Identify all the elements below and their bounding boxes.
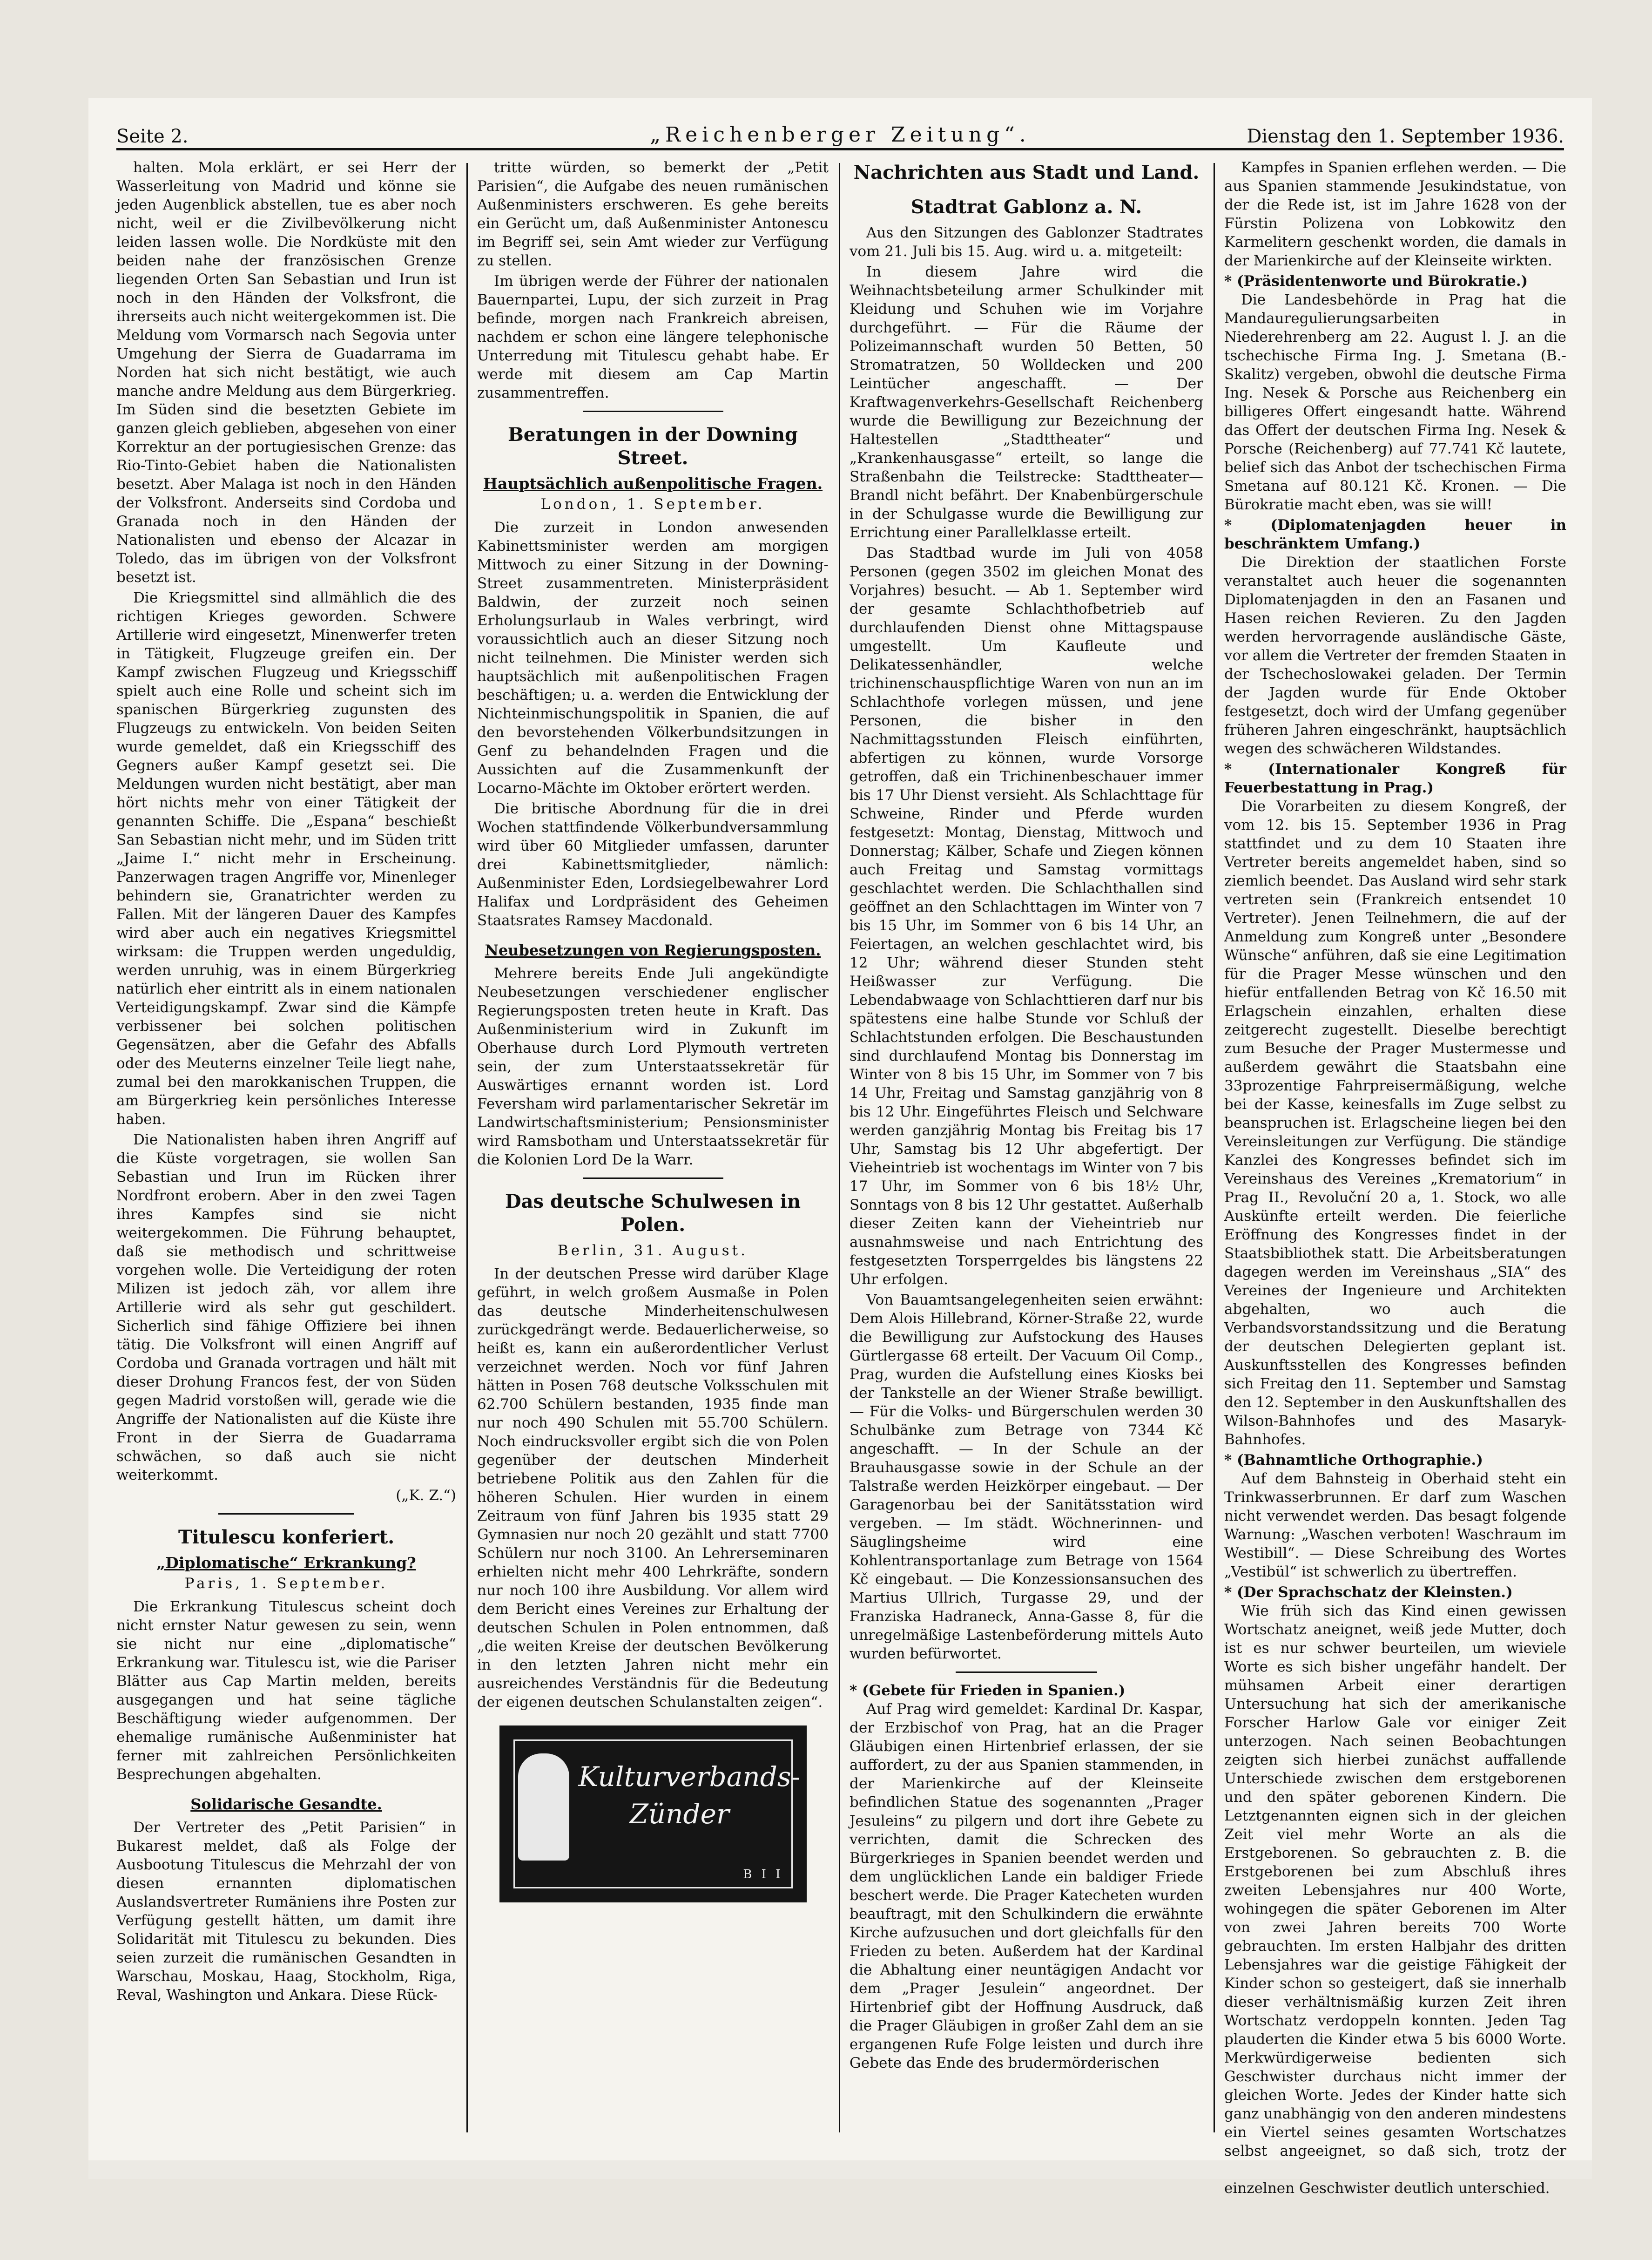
- issue-date: Dienstag den 1. September 1936.: [1247, 126, 1564, 147]
- dateline: Paris, 1. September.: [184, 1575, 388, 1592]
- item-heading: * (Präsidentenworte und Bürokratie.): [1224, 273, 1528, 290]
- article-paragraph: Wie früh sich das Kind einen gewissen Wortschatz aneignet, weiß jede Mutter, doch ist es nur schwer beurteilen, um wieviele Worte es sich bisher ungefähr handelt. Der mühsamen Arbeit einer derartigen Untersuchung hat sich der amerikanische Forscher Harlow Gale vor einiger Zeit unterzogen. Nach seinen Beobachtungen zeigten sich hierbei zunächst auffallende Unterschiede zwischen dem erstgeborenen und den später geborenen Kindern. Die Letztgenannten eignen sich in der gleichen Zeit viel mehr Worte an als die Erstgeborenen. So gebrauchten z. B. die Erstgeborenen bei zum Abschluß ihres zweiten Lebensjahres nur 400 Worte, wohingegen die später Geborenen im Alter von zwei Jahren bereits 700 Worte gebrauchten. Im ersten Halbjahr des dritten Lebensjahres war die geistige Fähigkeit der Kinder schon so gesteigert, daß sie innerhalb dieser verhältnismäßig kurzen Zeit ihren Wortschatz verdoppeln konnten. Jeden Tag plauderten die Kinder etwa 5 bis 6000 Worte. Merkwürdigerweise bedienten sich Geschwister durchaus nicht immer der gleichen Worte. Jedes der Kinder hatte sich ganz unabhängig von den anderen mindestens ein Viertel seines gesamten Wortschatzes selbst angeeignet, so daß sich, trotz der einzelnen Geschwister deutlich unterschied.: [1224, 1603, 1566, 2197]
- headline-gesandte: Solidarische Gesandte.: [190, 1795, 382, 1813]
- article-paragraph: halten. Mola erklärt, er sei Herr der Wasserleitung von Madrid und könne sie jeden Augenblick abstellen, tue es aber noch nicht, weil er die Zivilbevölkerung nicht leiden lassen wolle. Die Nordküste mit den beiden nahe der französischen Grenze liegenden Orten San Sebastian und Irun ist noch in den Händen der Volksfront, die ihrerseits auch nicht weitergekommen ist. Die Meldung vom Vormarsch nach Segovia unter Umgehung der Sierra de Guadarrama im Norden hat sich nicht bestätigt, wie auch manche andre Meldung aus dem Bürgerkrieg. Im Süden sind die besetzten Gebiete im ganzen gleich geblieben, abgesehen von einer Korrektur an der portugiesischen Grenze: das Rio-Tinto-Gebiet haben die Nationalisten besetzt. Aber Malaga ist noch in den Händen der Volksfront. Anderseits sind Cordoba und Granada noch in den Händen der Nationalisten und ebenso der Alcazar in Toledo, das im übrigen von der Volksfront besetzt ist.: [116, 159, 456, 586]
- article-paragraph: tritte würden, so bemerkt der „Petit Parisien“, die Aufgabe des neuen rumänischen Außenministers erschweren. Es gehe bereits ein Gerücht um, daß Außenminister Antonescu im Begriff sei, sein Amt wieder zur Verfügung zu stellen.: [477, 159, 829, 269]
- article-paragraph: Der Vertreter des „Petit Parisien“ in Bukarest meldet, daß als Folge der Ausbootung Titulescus die Mehrzahl der von diesen ernannten diplomatischen Auslandsvertreter Rumäniens ihre Posten zur Verfügung gestellt hätten, um damit ihre Solidarität mit Titulescu zu bekunden. Dies seien zurzeit die rumänischen Gesandten in Warschau, Moskau, Haag, Stockholm, Riga, Reval, Washington und Ankara. Diese Rück-: [116, 1819, 456, 2003]
- headline-downing-street: Beratungen in der Downing Street.: [507, 424, 798, 469]
- article-paragraph: Die Erkrankung Titulescus scheint doch nicht ernster Natur gewesen zu sein, wenn sie nicht nur eine „diplomatische“ Erkrankung war. Titulescu ist, wie die Pariser Blätter aus Cap Martin melden, bereits ausgegangen und hat seine tägliche Beschäftigung wieder aufgenommen. Der ehemalige rumänische Außenminister hat ferner mit zahlreichen Persönlichkeiten Besprechungen abgehalten.: [116, 1598, 456, 1783]
- ad-mark: B I I: [743, 1868, 783, 1881]
- section-heading: Nachrichten aus Stadt und Land.: [853, 162, 1200, 183]
- article-paragraph: Kampfes in Spanien erflehen werden. — Die aus Spanien stammende Jesukindstatue, von der die Rede ist, ist im Jahre 1628 von der Fürstin Polizena von Lobkowitz den Karmelitern geschenkt worden, die damals in der Marienkirche auf der Kleinseite wirkten.: [1224, 159, 1566, 269]
- headline-schulwesen-polen: Das deutsche Schulwesen in Polen.: [505, 1191, 801, 1236]
- newspaper-title: „Reichenberger Zeitung“.: [650, 123, 1031, 147]
- article-paragraph: Die britische Abordnung für die in drei Wochen stattfindende Völkerbundversammlung wird über 60 Mitglieder umfassen, darunter drei Kabinettsmitglieder, nämlich: Außenminister Eden, Lordsiegelbewahrer Lord Halifax und Lordpräsident des Geheimen Staatsrates Ramsey Macdonald.: [477, 800, 829, 929]
- headline-regierungsposten: Neubesetzungen von Regierungsposten.: [485, 941, 821, 959]
- column-4: [1224, 158, 1566, 2197]
- article-paragraph: In diesem Jahre wird die Weihnachtsbeteilung armer Schulkinder mit Kleidung und Schuhen wie im Vorjahre durchgeführt. — Für die Räume der Polizeimannschaft wurden 50 Betten, 50 Stromatratzen, 50 Wolldecken und 200 Leintücher angeschafft. — Der Kraftwagenverkehrs-Gesellschaft Reichenberg wurde die Bewilligung zur Bezeichnung der Haltestellen „Stadttheater“ und „Krankenhausgasse“ erteilt, so lange die Straßenbahn die Teilstrecke: Stadttheater—Brandl nicht befährt. Der Knabenbürgerschule in der Schulgasse wurde die Bewilligung zur Errichtung einer Parallelklasse erteilt.: [850, 264, 1203, 541]
- item-heading: * (Bahnamtliche Orthographie.): [1224, 1452, 1483, 1468]
- article-paragraph: Die zurzeit in London anwesenden Kabinettsminister werden am morgigen Mittwoch zu einer Sitzung in der Downing-Street zusammentreten. Ministerpräsident Baldwin, der zurzeit noch seinen Erholungsurlaub in Wales verbringt, wird voraussichtlich auch an dieser Sitzung noch nicht teilnehmen. Die Minister werden sich hauptsächlich mit außenpolitischen Fragen beschäftigen; u. a. werden die Entwicklung der Nichteinmischungspolitik in Spanien, die auf den bevorstehenden Völkerbundsitzungen in Genf zu behandelnden Fragen und die Aussichten auf die Zusammenkunft der Locarno-Mächte im Oktober erörtert werden.: [477, 519, 829, 797]
- column-1: [116, 158, 456, 2142]
- article-paragraph: Die Direktion der staatlichen Forste veranstaltet auch heuer die sogenannten Diplomatenjagden in den an Fasanen und Hasen reichen Revieren. Zu den Jagden werden hervorragende ausländische Gäste, vor allem die Vertreter der fremden Staaten in der Tschechoslowakei geladen. Der Termin der Jagden wurde für Ende Oktober festgesetzt, doch wird der Umfang gegenüber früheren Jahren eingeschränkt, hauptsächlich wegen des schwächeren Wildstandes.: [1224, 554, 1566, 757]
- article-paragraph: Mehrere bereits Ende Juli angekündigte Neubesetzungen verschiedener englischer Regierungsposten treten heute in Kraft. Das Außenministerium wird in Zukunft im Oberhause durch Lord Plymouth vertreten sein, der zum Unterstaatssekretär für Auswärtiges ernannt worden ist. Lord Feversham wird parlamentarischer Sekretär im Landwirtschaftsministerium; Pensionsminister wird Ramsbotham und Unterstaatssekretär für die Kolonien Lord De la Warr.: [477, 965, 829, 1168]
- page-number: Seite 2.: [116, 126, 189, 147]
- column-2: [477, 158, 829, 2142]
- headline-titulescu: Titulescu konferiert.: [178, 1526, 395, 1548]
- divider: [956, 1671, 1097, 1673]
- figure-illustration-icon: [518, 1753, 569, 1861]
- source-signature: („K. Z.“): [396, 1487, 456, 1504]
- article-paragraph: Auf Prag wird gemeldet: Kardinal Dr. Kaspar, der Erzbischof von Prag, hat an die Prager Gläubigen einen Hirtenbrief erlassen, der sie auffordert, zu der aus Spanien stammenden, in der Marienkirche auf der Kleinseite befindlichen Statue des sogenannten „Prager Jesuleins“ zu pilgern und dort ihre Gebete zu verrichten, damit die Schrecken des Bürgerkrieges in Spanien beendet werden und dem unglücklichen Lande ein baldiger Friede beschert werde. Die Prager Katecheten wurden beauftragt, mit den Schulkindern die erwähnte Kirche aufzusuchen und dort gleichfalls für den Frieden zu beten. Außerdem hat der Kardinal die Abhaltung einer neuntägigen Andacht vor dem „Prager Jesulein“ angeordnet. Der Hirtenbrief gibt der Hoffnung Ausdruck, daß die Prager Gläubigen in großer Zahl dem an sie ergangenen Rufe Folge leisten und durch ihre Gebete das Ende des brudermörderischen: [850, 1701, 1203, 2071]
- column-separator: [839, 163, 840, 2132]
- divider: [583, 1177, 723, 1179]
- ad-text: Kulturverbands-: [578, 1761, 801, 1793]
- dateline: London, 1. September.: [540, 496, 765, 513]
- newspaper-page: [88, 98, 1592, 2197]
- divider: [218, 1513, 354, 1515]
- article-paragraph: Die Landesbehörde in Prag hat die Mandauregulierungsarbeiten in Niederehrenberg am 22. August l. J. an die tschechische Firma Ing. J. Smetana (B.-Skalitz) vergeben, obwohl die deutsche Firma Ing. Nesek & Porsche aus Reichenberg ein billigeres Offert eingesandt hatte. Während das Offert der deutschen Firma Ing. Nesek & Porsche (Reichenberg) auf 77.741 Kč lautete, belief sich das Anbot der tschechischen Firma Smetana auf 80.121 Kč. Kronen. — Die Bürokratie macht eben, was sie will!: [1224, 291, 1566, 513]
- article-paragraph: Die Vorarbeiten zu diesem Kongreß, der vom 12. bis 15. September 1936 in Prag stattfindet und zu dem 10 Staaten ihre Vertreter bereits angemeldet haben, sind so ziemlich beendet. Das Ausland wird sehr stark vertreten sein (Frankreich entsendet 10 Vertreter). Jenen Teilnehmern, die auf der Anmeldung zum Kongreß unter „Besondere Wünsche“ anführen, daß sie eine Legitimation für die Prager Messe wünschen und den hiefür entfallenden Betrag von Kč 16.50 mit Erlagschein einzahlen, erhalten diese zeitgerecht zugestellt. Dieselbe berechtigt zum Besuche der Prager Mustermesse und außerdem gewährt die Staatsbahn eine 33prozentige Fahrpreisermäßigung, welche bei der Kasse, keinesfalls im Zuge selbst zu beanspruchen ist. Erlagscheine liegen bei den Vereinsleitungen zur Verfügung. Die ständige Kanzlei des Kongresses befindet sich im Vereinshaus des Vereines „Krematorium“ in Prag II., Revoluční 20 a, 1. Stock, wo alle Auskünfte erteilt werden. Die feierliche Eröffnung des Kongresses findet in der Staatsbibliothek statt. Die Arbeitsberatungen dagegen werden im Vereinshaus „SIA“ des Vereines der Ingenieure und Architekten abgehalten, wo auch die Verbandsvorstandssitzung und die Beratung der deutschen Delegierten geplant ist. Auskunftsstellen des Kongresses befinden sich Freitag den 11. September und Samstag den 12. September in den Auskunftshallen des Wilson-Bahnhofes und des Masaryk-Bahnhofes.: [1224, 798, 1566, 1448]
- subheadline: Hauptsächlich außenpolitische Fragen.: [483, 474, 823, 493]
- item-heading: * (Internationaler Kongreß für Feuerbestattung in Prag.): [1224, 761, 1566, 796]
- dateline: Berlin, 31. August.: [558, 1242, 748, 1259]
- article-paragraph: Aus den Sitzungen des Gablonzer Stadtrates vom 21. Juli bis 15. Aug. wird u. a. mitgeteilt:: [850, 224, 1203, 260]
- article-paragraph: Im übrigen werde der Führer der nationalen Bauernpartei, Lupu, der sich zurzeit in Prag befinde, morgen nach Frankreich abreisen, nachdem er schon eine längere telephonische Unterredung mit Titulescu gehabt habe. Er werde mit diesem am Cap Martin zusammentreffen.: [477, 273, 829, 401]
- article-paragraph: Die Nationalisten haben ihren Angriff auf die Küste vorgetragen, sie wollen San Sebastian und Irun im Rücken ihrer Nordfront erobern. Aber in den zwei Tagen ihres Kampfes sind sie nicht weitergekommen. Die Führung behauptet, daß sie methodisch und schrittweise vorgehen wolle. Die Verteidigung der roten Milizen ist jedoch zäh, vor allem ihre Artillerie wird als sehr gut geschildert. Sicherlich sind fähige Offiziere bei ihnen tätig. Die Volksfront will einen Angriff auf Cordoba und Granada vortragen und hält mit dieser Drohung Francos fest, der von Süden gegen Madrid vorstoßen will, gerade wie die Angriffe der Nationalisten auf die Küste ihre Front in der Sierra de Guadarrama schwächen, so daß auch sie nicht weiterkommt.: [116, 1131, 456, 1483]
- column-separator: [1214, 163, 1215, 2132]
- item-heading: * (Der Sprachschatz der Kleinsten.): [1224, 1584, 1513, 1601]
- header-rule: [116, 148, 1564, 150]
- ad-text: Zünder: [629, 1798, 729, 1830]
- item-heading: * (Diplomatenjagden heuer in beschränktem Umfang.): [1224, 517, 1566, 552]
- article-paragraph: In der deutschen Presse wird darüber Klage geführt, in welch großem Ausmaße in Polen das deutsche Minderheitenschulwesen zurückgedrängt werde. Bedauerlicherweise, so heißt es, kann ein außerordentlicher Verlust verzeichnet werden. Noch vor fünf Jahren hätten in Posen 768 deutsche Volksschulen mit 62.700 Schülern bestanden, 1935 finde man nur noch 490 Schulen mit 55.700 Schülern. Noch eindrucksvoller ergibt sich die von Polen gegenüber der deutschen Minderheit betriebene Politik aus den Zahlen für die höheren Schulen. Hier wurden in einem Zeitraum von fünf Jahren bis 1935 statt 29 Gymnasien nur noch 20 gezählt und statt 7700 Schülern nur noch 3100. An Lehrerseminaren erhielten nicht mehr 400 Lehrkräfte, sondern nur noch 100 ihre Ausbildung. Vor allem wird dem Bericht eines Vereines zur Erhaltung der deutschen Schulen in Polen entnommen, daß „die weiten Kreise der deutschen Bevölkerung in den letzten Jahren nicht mehr ein ausreichendes Verständnis für die Bedeutung der eigenen deutschen Schulanstalten zeigen“.: [477, 1265, 829, 1711]
- article-paragraph: Das Stadtbad wurde im Juli von 4058 Personen (gegen 3502 im gleichen Monat des Vorjahres) besucht. — Ab 1. September wird der gesamte Schlachthofbetrieb auf durchlaufenden Dienst ohne Mittagspause umgestellt. Um Kaufleute und Delikatessenhändler, welche trichinenschauspflichtige Waren von nun an im Schlachthofe vorlegen müssen, und jene Personen, die bisher in den Nachmittagsstunden Fleisch einführten, abfertigen zu können, wurde Vorsorge getroffen, daß ein Trichinenbeschauer immer bis 17 Uhr Dienst versieht. Als Schlachttage für Schweine, Rinder und Pferde wurden festgesetzt: Montag, Dienstag, Mittwoch und Donnerstag; Kälber, Schafe und Ziegen können auch Freitag und Samstag vormittags geschlachtet werden. Die Schlachthallen sind geöffnet an den Schlachttagen im Winter von 7 bis 15 Uhr, im Sommer von 6 bis 14 Uhr, an Feiertagen, an welchen geschlachtet wird, bis 12 Uhr; während dieser Stunden steht Heißwasser zur Verfügung. Die Lebendabwaage von Schlachttieren darf nur bis spätestens eine halbe Stunde vor Schluß der Schlachtstunden erfolgen. Die Beschaustunden sind durchlaufend Montag bis Donnerstag im Winter von 8 bis 15 Uhr, im Sommer von 7 bis 14 Uhr, Freitag und Samstag ganzjährig von 8 bis 12 Uhr. Eingeführtes Fleisch und Selchware werden ganzjährig Montag bis Freitag bis 17 Uhr, Samstag bis 12 Uhr abgefertigt. Der Vieheintrieb ist wochentags im Winter von 7 bis 17 Uhr, im Sommer von 6 bis 18½ Uhr, Sonntags von 8 bis 12 Uhr gestattet. Außerhalb dieser Zeiten kann der Vieheintrieb nur ausnahmsweise und nach Entrichtung des festgesetzten Torsperrgeldes bis längstens 22 Uhr erfolgen.: [850, 545, 1203, 1288]
- article-paragraph: Von Bauamtsangelegenheiten seien erwähnt: Dem Alois Hillebrand, Körner-Straße 22, wurde die Bewilligung zur Aufstockung des Hauses Gürtlergasse 68 erteilt. Der Vacuum Oil Comp., Prag, wurden die Aufstellung eines Kiosks bei der Tankstelle an der Wiener Straße bewilligt. — Für die Volks- und Bürgerschulen werden 30 Schulbänke zum Betrage von 7344 Kč angeschafft. — In der Schule an der Brauhausgasse sowie in der Schule an der Talstraße werden Heizkörper eingebaut. — Der Garagenorbau bei der Sanitätsstation wird vergeben. — Im städt. Wöchnerinnen- und Säuglingsheime wird eine Kohlentransportanlage zum Betrage von 1564 Kč eingebaut. — Die Konzessionsansuchen des Martius Ullrich, Turgasse 29, und der Franziska Hadraneck, Anna-Gasse 8, für die unregelmäßige Lastenbeförderung mittels Auto wurden befürwortet.: [850, 1292, 1203, 1662]
- article-paragraph: Auf dem Bahnsteig in Oberhaid steht ein Trinkwasserbrunnen. Er darf zum Waschen nicht verwendet werden. Das besagt folgende Warnung: „Waschen verboten! Waschraum im Westibill“. — Diese Schreibung des Wortes „Vestibül“ ist schwerlich zu übertreffen.: [1224, 1470, 1566, 1580]
- subheadline: „Diplomatische“ Erkrankung?: [156, 1554, 416, 1572]
- column-3: [850, 158, 1203, 2142]
- page-margin: [88, 2160, 1592, 2179]
- divider: [583, 411, 723, 412]
- column-separator: [466, 163, 468, 2132]
- advertisement-kulturverband: [499, 1725, 807, 1902]
- headline-stadtrat-gablonz: Stadtrat Gablonz a. N.: [910, 196, 1142, 218]
- article-paragraph: Die Kriegsmittel sind allmählich die des richtigen Krieges geworden. Schwere Artillerie wird eingesetzt, Minenwerfer treten in Tätigkeit, Flugzeuge greifen ein. Der Kampf zwischen Flugzeug und Kriegsschiff spielt auch eine Rolle und scheint sich im spanischen Bürgerkrieg zugunsten des Flugzeugs zu entwickeln. Von beiden Seiten wurde gemeldet, daß ein Kriegsschiff des Gegners außer Kampf gesetzt sei. Die Meldungen wurden nicht bestätigt, aber man hört nichts mehr von einer Tätigkeit der genannten Schiffe. Die „Espana“ beschießt San Sebastian nicht mehr, und im Süden tritt „Jaime I.“ nicht mehr in Erscheinung. Panzerwagen tragen Angriffe vor, Minenleger behindern sie, Granatrichter werden zu Fallen. Mit der längeren Dauer des Kampfes wird aber auch ein negatives Kriegsmittel wirksam: die Truppen werden ungeduldig, werden unruhig, was in einem Bürgerkrieg natürlich eher eintritt als in einem nationalen Verteidigungskampf. Zwar sind die Kämpfe verbissener bei solchen politischen Gegensätzen, aber die Gefahr des Abfalls oder des Meuterns einzelner Teile liegt nahe, zumal bei den marokkanischen Truppen, die am Bürgerkrieg kein persönliches Interesse haben.: [116, 589, 456, 1128]
- item-heading: * (Gebete für Frieden in Spanien.): [850, 1682, 1126, 1699]
